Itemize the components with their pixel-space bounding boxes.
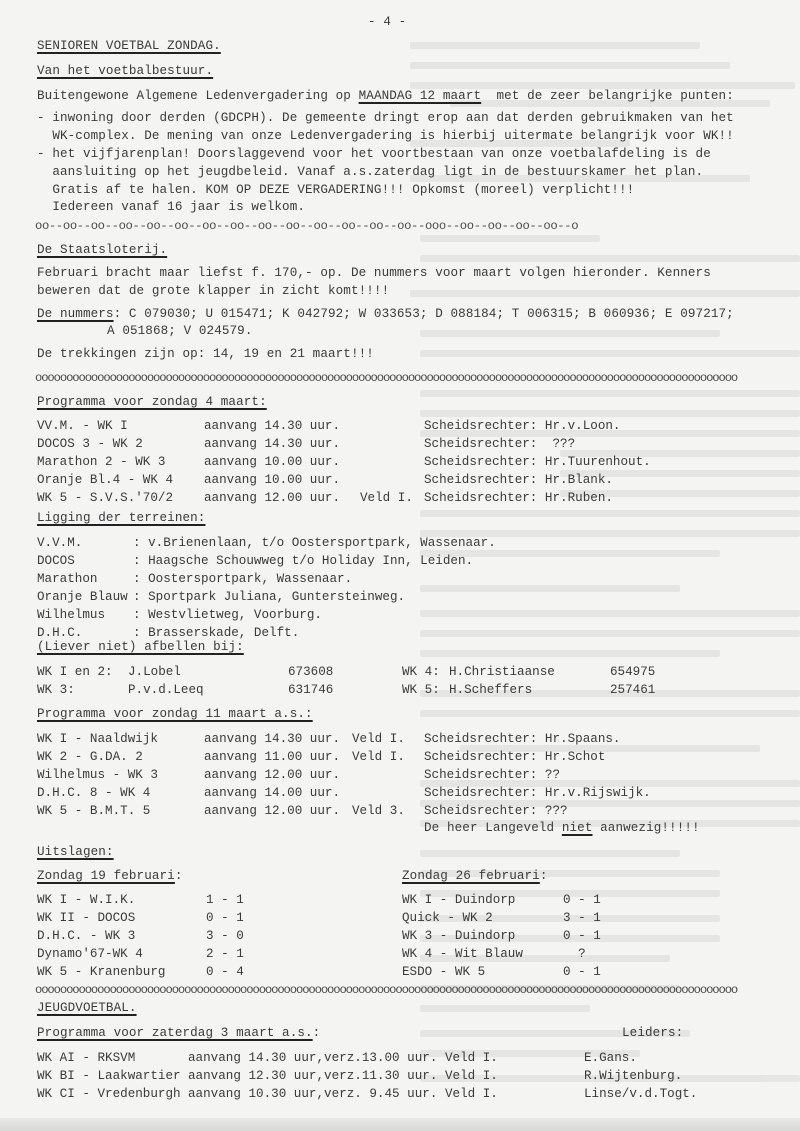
note-tail: aanwezig!!!!! [592,821,700,835]
club-address: : Oostersportpark, Wassenaar. [133,572,353,586]
result-match: WK 3 - Duindorp [402,929,516,943]
match: WK 2 - G.DA. 2 [37,750,143,764]
club-name: Oranje Blauw [37,590,128,604]
leiders-label: Leiders: [622,1026,684,1040]
results-day-heading [402,868,548,884]
leader: Linse/v.d.Togt. [584,1087,698,1101]
result-match: WK 4 - Wit Blauw [402,947,523,961]
result-score: 3 - 1 [563,911,601,925]
referee: Scheidsrechter: Hr.v.Rijswijk. [424,786,651,800]
match: WK CI - Vredenburgh [37,1087,181,1101]
separator-dashed: oo--oo--oo--oo--oo--oo--oo--oo--oo--oo--oo--oo--oo--oo--ooo--oo--oo--oo--oo--o [35,219,579,233]
start-time: aanvang 12.00 uur. [204,804,341,818]
match: Marathon 2 - WK 3 [37,455,166,469]
separator-circles: ooooooooooooooooooooooooooooooooooooooooooooooooooooooooooooooooooooooooooooooooooooooooooooooooooooooooooooooooo [35,371,738,385]
result-score: 0 - 1 [206,911,244,925]
section-title-jeugdvoetbal: JEUGDVOETBAL. [37,1001,137,1015]
result-score: 0 - 1 [563,965,601,979]
match: WK BI - Laakwartier [37,1069,181,1083]
club-name: Marathon [37,572,128,586]
result-score: 0 - 1 [563,893,601,907]
club-name: DOCOS [37,554,128,568]
club-name: D.H.C. [37,626,128,640]
lottery-draw-dates: De trekkingen zijn op: 14, 19 en 21 maart!!! [37,347,374,361]
contact-phone: 673608 [288,665,334,679]
start-time: aanvang 14.30 uur. [204,437,341,451]
contact-phone: 257461 [610,683,656,697]
club-address: : Sportpark Juliana, Guntersteinweg. [133,590,406,604]
leader: R.Wijtenburg. [584,1069,683,1083]
club-address: : Brasserskade, Delft. [133,626,300,640]
note-emphasis: niet [561,821,593,835]
results-day-label: Zondag 19 februari [37,869,175,883]
match: WK 5 - S.V.S.'70/2 [37,491,174,505]
match: Oranje Bl.4 - WK 4 [37,473,174,487]
start-time: aanvang 10.00 uur. [204,455,341,469]
field: Veld I. [352,750,405,764]
result-match: WK II - DOCOS [37,911,136,925]
page-number: - 4 - [368,15,407,29]
start-time: aanvang 11.00 uur. [204,750,341,764]
club-name: V.V.M. [37,536,128,550]
result-score: 3 - 0 [206,929,244,943]
field: Veld I. [352,732,405,746]
contact-name: H.Scheffers [449,683,533,697]
page-bottom-edge [0,1118,800,1131]
referee: Scheidsrechter: Hr.Spaans. [424,732,621,746]
contact-phone: 631746 [288,683,334,697]
result-match: WK 5 - Kranenburg [37,965,166,979]
start-time: aanvang 12.30 uur,verz.11.30 uur. Veld I. [188,1069,498,1083]
lottery-numbers [37,306,734,322]
referee: Scheidsrechter: ?? [424,768,561,782]
match: WK AI - RKSVM [37,1051,136,1065]
contact-team: WK 5: [402,683,440,697]
referee: Scheidsrechter: Hr.Blank. [424,473,613,487]
contact-name: P.v.d.Leeq [128,683,204,697]
referee: Scheidsrechter: Hr.Ruben. [424,491,613,505]
result-match: Dynamo'67-WK 4 [37,947,143,961]
heading-voetbalbestuur: Van het voetbalbestuur. [37,64,214,78]
heading-uitslagen: Uitslagen: [37,845,114,859]
club-address: : Westvlietweg, Voorburg. [133,608,322,622]
result-match: D.H.C. - WK 3 [37,929,136,943]
meeting-intro-tail: met de zeer belangrijke punten: [481,89,734,103]
separator-circles: ooooooooooooooooooooooooooooooooooooooooooooooooooooooooooooooooooooooooooooooooooooooooooooooooooooooooooooooooo [35,983,738,997]
result-score: 2 - 1 [206,947,244,961]
result-match: WK I - Duindorp [402,893,516,907]
heading-suffix: : [312,1026,321,1040]
match: WK 5 - B.M.T. 5 [37,804,151,818]
club-address: : Haagsche Schouwweg t/o Holiday Inn, Leiden. [133,554,474,568]
contact-team: WK I en 2: [37,665,113,679]
contact-phone: 654975 [610,665,656,679]
agenda-line: Iedereen vanaf 16 jaar is welkom. [37,200,306,214]
note-text: De heer Langeveld [424,821,562,835]
referee: Scheidsrechter: ??? [424,437,576,451]
lottery-numbers-label: De nummers [37,307,114,321]
agenda-line: - het vijfjarenplan! Doorslaggevend voor het voortbestaan van onze voetbalafdeling is de [37,147,711,161]
club-name: Wilhelmus [37,608,128,622]
heading-terreinen: Ligging der terreinen: [37,511,206,525]
meeting-intro-text: Buitengewone Algemene Ledenvergadering op [37,89,359,103]
start-time: aanvang 14.30 uur,verz.13.00 uur. Veld I. [188,1051,498,1065]
lottery-numbers-cont: A 051868; V 024579. [107,324,253,338]
leader: E.Gans. [584,1051,637,1065]
referee: Scheidsrechter: Hr.v.Loon. [424,419,621,433]
start-time: aanvang 12.00 uur. [204,491,341,505]
start-time: aanvang 10.30 uur,verz. 9.45 uur. Veld I. [188,1087,498,1101]
results-day-label: Zondag 26 februari [402,869,540,883]
result-match: Quick - WK 2 [402,911,493,925]
agenda-line: Gratis af te halen. KOM OP DEZE VERGADERING!!! Opkomst (moreel) verplicht!!! [37,183,635,197]
heading-staatsloterij: De Staatsloterij. [37,243,168,257]
match: WK I - Naaldwijk [37,732,158,746]
match: D.H.C. 8 - WK 4 [37,786,151,800]
start-time: aanvang 10.00 uur. [204,473,341,487]
section-title-senioren: SENIOREN VOETBAL ZONDAG. [37,39,221,53]
result-match: WK I - W.I.K. [37,893,136,907]
club-address: : v.Brienenlaan, t/o Oostersportpark, Wassenaar. [133,536,496,550]
start-time: aanvang 14.00 uur. [204,786,341,800]
result-score: 0 - 1 [563,929,601,943]
agenda-line: aansluiting op het jeugdbeleid. Vanaf a.s.zaterdag ligt in de bestuurskamer het plan. [37,165,704,179]
agenda-line: - inwoning door derden (GDCPH). De gemeente dringt erop aan dat derden gebruikmaken van het [37,111,734,125]
referee-note [424,820,700,836]
referee: Scheidsrechter: ??? [424,804,568,818]
agenda-line: WK-complex. De mening van onze Ledenvergadering is hierbij uitermate belangrijk voor WK!! [37,129,734,143]
referee: Scheidsrechter: Hr.Tuurenhout. [424,455,651,469]
match: VV.M. - WK I [37,419,128,433]
start-time: aanvang 14.30 uur. [204,732,341,746]
lottery-text: Februari bracht maar liefst f. 170,- op. De nummers voor maart volgen hieronder. Kenners [37,266,711,280]
results-day-suffix: : [539,869,548,883]
meeting-date: MAANDAG 12 maart [358,89,482,103]
contact-name: H.Christiaanse [449,665,555,679]
results-day-heading [37,868,183,884]
start-time: aanvang 14.30 uur. [204,419,341,433]
lottery-text: beweren dat de grote klapper in zicht komt!!!! [37,284,390,298]
meeting-intro [37,88,734,104]
start-time: aanvang 12.00 uur. [204,768,341,782]
contact-name: J.Lobel [128,665,181,679]
result-score: 0 - 4 [206,965,244,979]
referee: Scheidsrechter: Hr.Schot [424,750,606,764]
heading-afbellen: (Liever niet) afbellen bij: [37,640,244,654]
heading-programma-4-maart: Programma voor zondag 4 maart: [37,395,267,409]
results-day-suffix: : [174,869,183,883]
contact-team: WK 3: [37,683,75,697]
result-match: ESDO - WK 5 [402,965,486,979]
lottery-numbers-values: : C 079030; U 015471; K 042792; W 033653; D 088184; T 006315; B 060936; E 097217; [113,307,734,321]
result-score: 1 - 1 [206,893,244,907]
field: Veld 3. [352,804,405,818]
match: Wilhelmus - WK 3 [37,768,158,782]
contact-team: WK 4: [402,665,440,679]
heading-programma-3-maart-label: Programma voor zaterdag 3 maart a.s. [37,1026,313,1040]
result-score: ? [563,947,586,961]
heading-programma-3-maart [37,1025,320,1041]
field: Veld I. [360,491,413,505]
match: DOCOS 3 - WK 2 [37,437,143,451]
heading-programma-11-maart: Programma voor zondag 11 maart a.s.: [37,707,313,721]
